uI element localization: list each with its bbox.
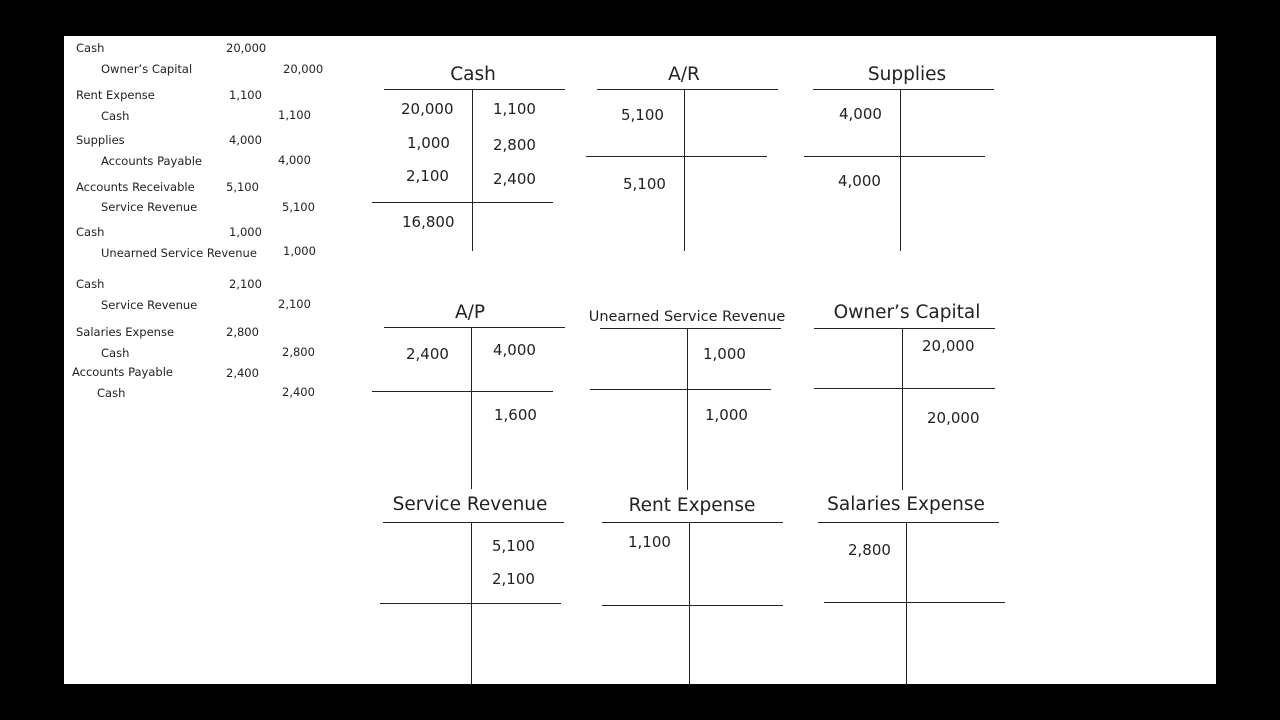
credit-entry: 1,000 — [703, 345, 746, 363]
balance-entry: 16,800 — [402, 213, 455, 231]
journal-credit: 2,100 — [278, 297, 311, 311]
journal-credit: 2,800 — [282, 345, 315, 359]
journal-debit: 2,400 — [226, 366, 259, 380]
balance-entry: 1,600 — [494, 406, 537, 424]
journal-account: Service Revenue — [101, 298, 198, 312]
t-account-title: Rent Expense — [628, 495, 756, 516]
debit-entry: 2,800 — [848, 541, 891, 559]
debit-entry: 1,000 — [407, 134, 450, 152]
journal-account: Cash — [76, 225, 105, 239]
t-account-title: Cash — [450, 64, 496, 85]
balance-entry: 20,000 — [927, 409, 980, 427]
debit-entry: 2,400 — [406, 345, 449, 363]
credit-entry: 2,400 — [493, 170, 536, 188]
credit-entry: 2,800 — [493, 136, 536, 154]
journal-credit: 20,000 — [283, 62, 324, 76]
balance-entry: 5,100 — [623, 175, 666, 193]
journal-account: Salaries Expense — [76, 325, 175, 339]
journal-account: Accounts Payable — [101, 154, 202, 168]
credit-entry: 20,000 — [922, 337, 975, 355]
journal-account: Unearned Service Revenue — [101, 246, 257, 260]
t-account-title: Salaries Expense — [827, 494, 985, 515]
journal-account: Accounts Receivable — [76, 180, 195, 194]
journal-account: Accounts Payable — [72, 365, 173, 379]
journal-debit: 1,000 — [229, 225, 262, 239]
debit-entry: 20,000 — [401, 100, 454, 118]
credit-entry: 5,100 — [492, 537, 535, 555]
balance-entry: 1,000 — [705, 406, 748, 424]
debit-entry: 2,100 — [406, 167, 449, 185]
journal-credit: 1,100 — [278, 108, 311, 122]
debit-entry: 4,000 — [839, 105, 882, 123]
credit-entry: 2,100 — [492, 570, 535, 588]
journal-credit: 2,400 — [282, 385, 315, 399]
journal-account: Owner’s Capital — [101, 62, 193, 76]
t-account-title: A/R — [668, 64, 700, 85]
debit-entry: 1,100 — [628, 533, 671, 551]
journal-account: Cash — [101, 346, 130, 360]
journal-account: Cash — [101, 109, 130, 123]
t-account-title: Supplies — [867, 64, 947, 85]
journal-debit: 2,800 — [226, 325, 259, 339]
journal-debit: 20,000 — [226, 41, 267, 55]
journal-account: Rent Expense — [76, 88, 155, 102]
journal-account: Service Revenue — [101, 200, 198, 214]
t-account-title: Service Revenue — [392, 494, 548, 515]
journal-credit: 5,100 — [282, 200, 315, 214]
credit-entry: 4,000 — [493, 341, 536, 359]
journal-debit: 5,100 — [226, 180, 259, 194]
journal-account: Supplies — [76, 133, 125, 147]
t-account-title: Owner’s Capital — [833, 302, 981, 323]
journal-account: Cash — [97, 386, 126, 400]
journal-credit: 4,000 — [278, 153, 311, 167]
t-account-title: Unearned Service Revenue — [588, 309, 786, 325]
journal-debit: 2,100 — [229, 277, 262, 291]
credit-entry: 1,100 — [493, 100, 536, 118]
journal-credit: 1,000 — [283, 244, 316, 258]
journal-debit: 4,000 — [229, 133, 262, 147]
journal-account: Cash — [76, 41, 105, 55]
journal-account: Cash — [76, 277, 105, 291]
journal-debit: 1,100 — [229, 88, 262, 102]
slide — [64, 36, 1216, 684]
t-account-title: A/P — [454, 302, 486, 323]
debit-entry: 5,100 — [621, 106, 664, 124]
balance-entry: 4,000 — [838, 172, 881, 190]
